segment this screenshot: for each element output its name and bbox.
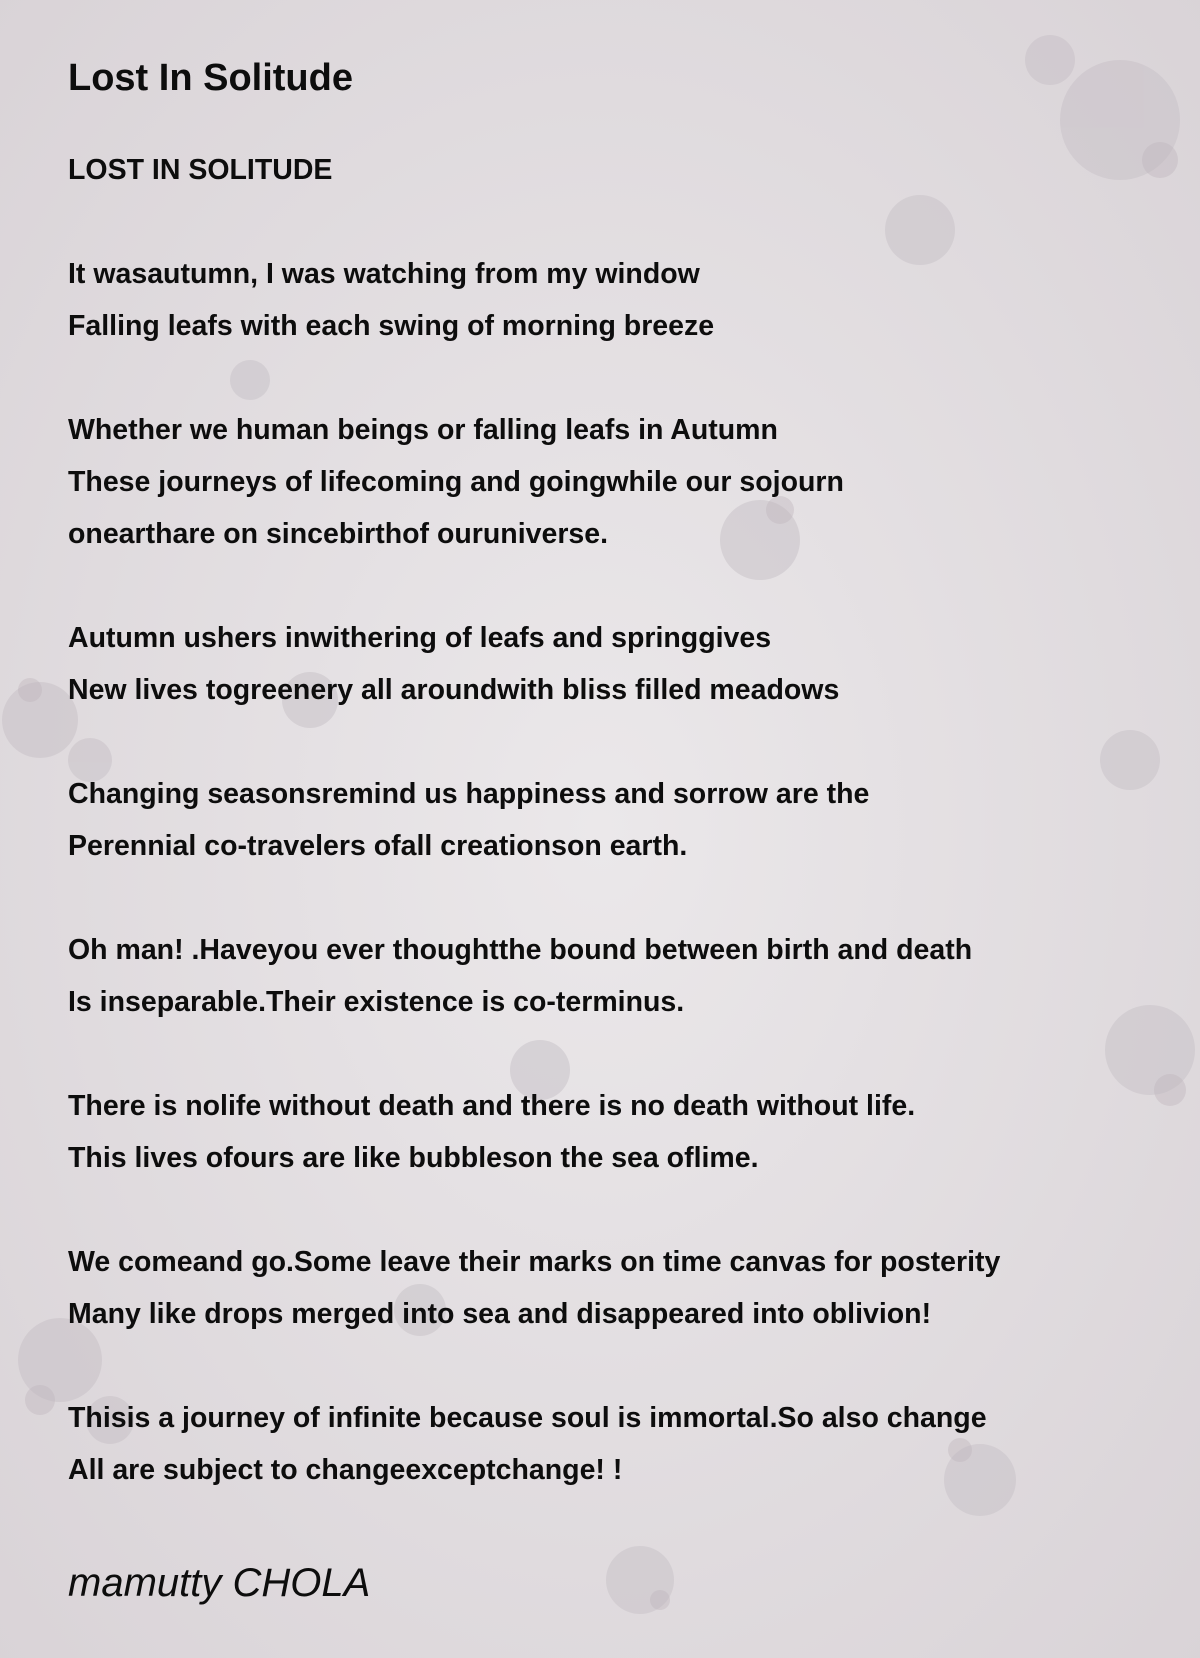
poem-line: All are subject to changeexceptchange! !	[68, 1454, 623, 1486]
poem-line: We comeand go.Some leave their marks on time canvas for posterity	[68, 1246, 1001, 1278]
poem-title: Lost In Solitude	[68, 57, 353, 99]
poem-line: onearthare on sincebirthof ouruniverse.	[68, 518, 609, 550]
stanza	[68, 768, 1178, 872]
poem-line: This lives ofours are like bubbleson the sea oflime.	[68, 1142, 759, 1174]
poem-author: mamutty CHOLA	[68, 1561, 371, 1605]
poem-line: Autumn ushers inwithering of leafs and springgives	[68, 622, 772, 654]
poem-line: These journeys of lifecoming and goingwhile our sojourn	[68, 466, 844, 498]
stanza-gap	[68, 560, 1178, 612]
stanza	[68, 1236, 1178, 1340]
poem-line: Oh man! .Haveyou ever thoughtthe bound between birth and death	[68, 934, 973, 966]
stanza	[68, 1392, 1178, 1496]
stanza-gap	[68, 1340, 1178, 1392]
poem-line: Changing seasonsremind us happiness and sorrow are the	[68, 778, 870, 810]
poem-line: LOST IN SOLITUDE	[68, 154, 333, 186]
poem-line: Thisis a journey of infinite because soul is immortal.So also change	[68, 1402, 987, 1434]
stanza-gap	[68, 1028, 1178, 1080]
stanza	[68, 612, 1178, 716]
stanza-gap	[68, 352, 1178, 404]
poem-line: New lives togreenery all aroundwith bliss filled meadows	[68, 674, 840, 706]
stanza	[68, 1080, 1178, 1184]
stanza-gap	[68, 196, 1178, 248]
poem-line: Many like drops merged into sea and disappeared into oblivion!	[68, 1298, 932, 1330]
stanza	[68, 924, 1178, 1028]
poem-body	[68, 144, 1178, 1496]
poem-content	[68, 48, 1178, 1496]
stanza-gap	[68, 872, 1178, 924]
poem-line: There is nolife without death and there is no death without life.	[68, 1090, 916, 1122]
poem-line: Falling leafs with each swing of morning breeze	[68, 310, 715, 342]
stanza-gap	[68, 1184, 1178, 1236]
stanza	[68, 404, 1178, 560]
poem-line: It wasautumn, I was watching from my window	[68, 258, 700, 290]
stanza-gap	[68, 716, 1178, 768]
stanza	[68, 248, 1178, 352]
poem-line: Is inseparable.Their existence is co-terminus.	[68, 986, 685, 1018]
poem-line: Whether we human beings or falling leafs in Autumn	[68, 414, 778, 446]
stanza	[68, 144, 1178, 196]
poem-line: Perennial co-travelers ofall creationson earth.	[68, 830, 688, 862]
